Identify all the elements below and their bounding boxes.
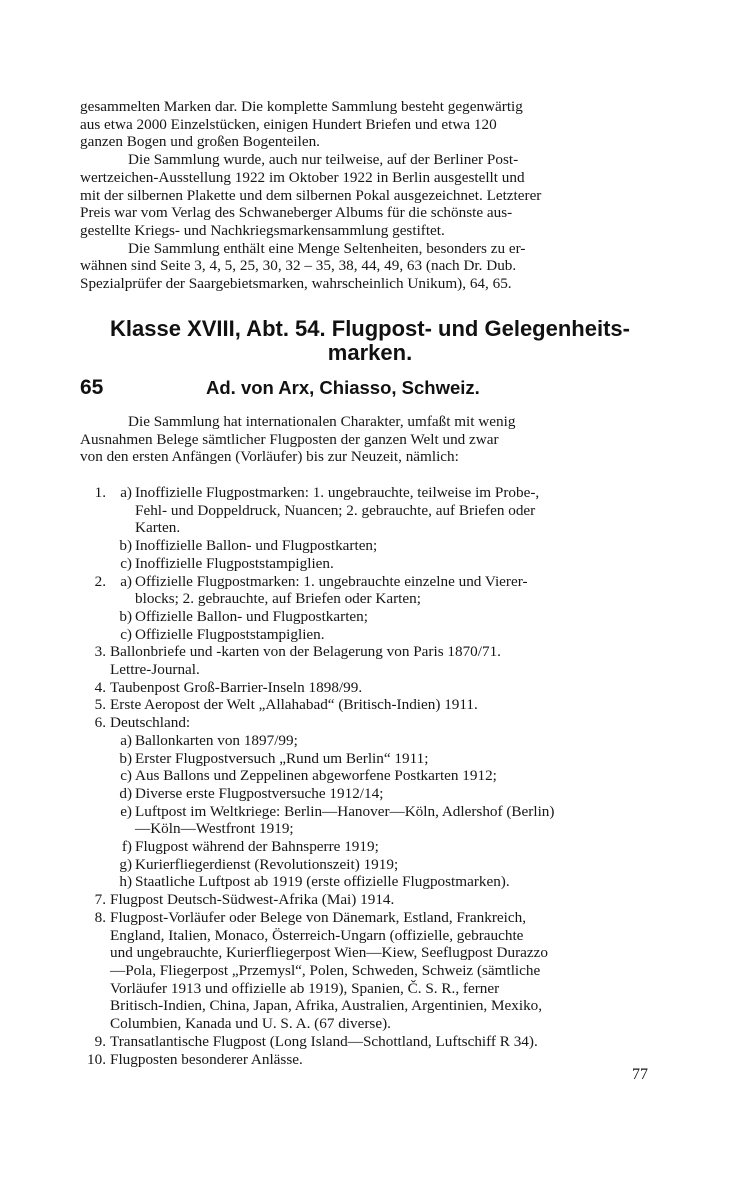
list-item bbox=[80, 891, 658, 909]
text-line: gesammelten Marken dar. Die komplette Sammlung besteht gegenwärtig bbox=[80, 98, 523, 115]
text-line: Britisch-Indien, China, Japan, Afrika, Australien, Argentinien, Mexiko, bbox=[110, 997, 543, 1015]
sub-label: d) bbox=[119, 784, 132, 802]
text-line: Die Sammlung enthält eine Menge Seltenheiten, besonders zu er- bbox=[128, 239, 526, 257]
text-line: von den ersten Anfängen (Vorläufer) bis zur Neuzeit, nämlich: bbox=[80, 448, 459, 466]
text-line: Fehl- und Doppeldruck, Nuancen; 2. gebrauchte, auf Briefen oder bbox=[135, 501, 536, 519]
item-text: Offizielle Ballon- und Flugpostkarten; bbox=[135, 607, 368, 625]
list-subitem bbox=[80, 732, 658, 750]
intro-paragraph-3 bbox=[80, 240, 658, 293]
list-item bbox=[80, 573, 658, 608]
text-line: Offizielle Flugpostmarken: 1. ungebrauchte einzelne und Vierer- bbox=[135, 572, 528, 590]
text-line: Columbien, Kanada und U. S. A. (67 diverse). bbox=[110, 1015, 391, 1033]
item-text: Deutschland: bbox=[110, 714, 191, 732]
text-line: Lettre-Journal. bbox=[110, 661, 200, 679]
item-number: 3. bbox=[94, 643, 106, 661]
list-subitem bbox=[80, 555, 658, 573]
text-line: gestellte Kriegs- und Nachkriegsmarkensammlung gestiftet. bbox=[80, 221, 445, 239]
sub-label: b) bbox=[119, 749, 132, 767]
text-line: Die Sammlung hat internationalen Charakter, umfaßt mit wenig bbox=[128, 413, 516, 430]
sub-label: e) bbox=[120, 802, 132, 820]
sub-label: g) bbox=[119, 855, 132, 873]
text-line: Die Sammlung wurde, auch nur teilweise, auf der Berliner Post- bbox=[128, 151, 519, 169]
item-number: 1. bbox=[94, 484, 106, 501]
intro-paragraph-1 bbox=[80, 98, 658, 151]
sub-label: b) bbox=[119, 607, 132, 625]
sub-label: a) bbox=[120, 572, 132, 590]
list-item bbox=[80, 484, 658, 537]
item-text bbox=[135, 803, 658, 838]
text-line: Ballonbriefe und -karten von der Belagerung von Paris 1870/71. bbox=[110, 643, 501, 661]
text-line: England, Italien, Monaco, Österreich-Ungarn (offizielle, gebrauchte bbox=[110, 926, 524, 944]
text-line: mit der silbernen Plakette und dem silbernen Pokal ausgezeichnet. Letzterer bbox=[80, 186, 542, 204]
item-text bbox=[110, 909, 658, 1033]
section-heading-line-1: Klasse XVIII, Abt. 54. Flugpost- und Gelegenheits- bbox=[110, 316, 630, 341]
list-subitem bbox=[80, 750, 658, 768]
text-line: —Pola, Fliegerpost „Przemysl“, Polen, Schweden, Schweiz (sämtliche bbox=[110, 961, 541, 979]
item-text: Erster Flugpostversuch „Rund um Berlin“ 1911; bbox=[135, 749, 429, 767]
text-line: wähnen sind Seite 3, 4, 5, 25, 30, 32 – 35, 38, 44, 49, 63 (nach Dr. Dub. bbox=[80, 257, 517, 275]
sub-label: c) bbox=[120, 554, 132, 572]
item-text: Inoffizielle Ballon- und Flugpostkarten; bbox=[135, 537, 378, 555]
item-number: 7. bbox=[94, 891, 106, 909]
item-number: 4. bbox=[94, 678, 106, 696]
text-line: —Köln—Westfront 1919; bbox=[135, 820, 294, 838]
text-line: Luftpost im Weltkriege: Berlin—Hanover—Köln, Adlershof (Berlin) bbox=[135, 802, 555, 820]
item-text: Offizielle Flugpoststampiglien. bbox=[135, 625, 325, 643]
item-number: 10. bbox=[87, 1050, 106, 1068]
sub-label: f) bbox=[121, 838, 132, 856]
exhibit-paragraph bbox=[80, 413, 658, 466]
item-number: 2. bbox=[94, 572, 106, 590]
list-subitem bbox=[80, 856, 658, 874]
text-line: Vorläufer 1913 und offizielle ab 1919), Spanien, Č. S. R., ferner bbox=[110, 979, 500, 997]
item-text: Taubenpost Groß-Barrier-Inseln 1898/99. bbox=[110, 678, 363, 696]
text-line: Inoffizielle Flugpostmarken: 1. ungebrauchte, teilweise im Probe-, bbox=[135, 484, 540, 501]
text-line: und ungebrauchte, Kurierfliegerpost Wien—Kiew, Seeflugpost Durazzo bbox=[110, 944, 548, 962]
item-number: 8. bbox=[94, 908, 106, 926]
list-subitem bbox=[80, 803, 658, 838]
text-line: Karten. bbox=[135, 519, 181, 537]
list-subitem bbox=[80, 785, 658, 803]
list-subitem bbox=[80, 873, 658, 891]
item-text bbox=[110, 643, 658, 678]
item-text: Aus Ballons und Zeppelinen abgeworfene Postkarten 1912; bbox=[135, 767, 497, 785]
text-line: Flugpost-Vorläufer oder Belege von Dänemark, Estland, Frankreich, bbox=[110, 908, 526, 926]
exhibit-description bbox=[80, 413, 658, 466]
item-text: Inoffizielle Flugpoststampiglien. bbox=[135, 554, 334, 572]
section-heading-line-2: marken. bbox=[327, 340, 413, 365]
exhibit-name: Ad. von Arx, Chiasso, Schweiz. bbox=[206, 377, 480, 398]
item-text: Erste Aeropost der Welt „Allahabad“ (Britisch-Indien) 1911. bbox=[110, 696, 478, 714]
item-text: Diverse erste Flugpostversuche 1912/14; bbox=[135, 784, 384, 802]
list-subitem bbox=[80, 608, 658, 626]
item-number: 5. bbox=[94, 696, 106, 714]
exhibit-number: 65 bbox=[80, 376, 104, 399]
list-subitem bbox=[80, 767, 658, 785]
item-text bbox=[135, 484, 658, 537]
list-item bbox=[80, 679, 658, 697]
text-line: ganzen Bogen und großen Bogenteilen. bbox=[80, 133, 320, 151]
item-text: Transatlantische Flugpost (Long Island—Schottland, Luftschiff R 34). bbox=[110, 1032, 538, 1050]
sub-label: c) bbox=[120, 767, 132, 785]
collection-list bbox=[80, 484, 658, 1068]
text-line: wertzeichen-Ausstellung 1922 im Oktober 1922 in Berlin ausgestellt und bbox=[80, 168, 525, 186]
text-line: Preis war vom Verlag des Schwaneberger Albums für die schönste aus- bbox=[80, 204, 513, 222]
item-number: 9. bbox=[94, 1032, 106, 1050]
item-text: Flugpost während der Bahnsperre 1919; bbox=[135, 838, 379, 856]
item-number: 6. bbox=[94, 714, 106, 732]
intro-text bbox=[80, 98, 658, 293]
text-line: Ausnahmen Belege sämtlicher Flugposten der ganzen Welt und zwar bbox=[80, 430, 499, 448]
intro-paragraph-2 bbox=[80, 151, 658, 240]
list-item bbox=[80, 696, 658, 714]
text-line: blocks; 2. gebrauchte, auf Briefen oder Karten; bbox=[135, 590, 421, 608]
text-line: aus etwa 2000 Einzelstücken, einigen Hundert Briefen und etwa 120 bbox=[80, 115, 497, 133]
sub-label: a) bbox=[120, 731, 132, 749]
item-text: Flugposten besonderer Anlässe. bbox=[110, 1050, 303, 1068]
list-subitem bbox=[80, 537, 658, 555]
list-item bbox=[80, 714, 658, 732]
sub-label: b) bbox=[119, 537, 132, 555]
list-item bbox=[80, 1051, 658, 1069]
item-text: Kurierfliegerdienst (Revolutionszeit) 1919; bbox=[135, 855, 399, 873]
item-text: Ballonkarten von 1897/99; bbox=[135, 731, 298, 749]
sub-label: a) bbox=[120, 484, 132, 501]
sub-label: h) bbox=[119, 873, 132, 891]
list-subitem bbox=[80, 838, 658, 856]
item-text: Flugpost Deutsch-Südwest-Afrika (Mai) 1914. bbox=[110, 891, 395, 909]
list-item bbox=[80, 643, 658, 678]
item-text bbox=[135, 573, 658, 608]
list-item bbox=[80, 1033, 658, 1051]
section-heading bbox=[60, 317, 680, 365]
text-line: Spezialprüfer der Saargebietsmarken, wahrscheinlich Unikum), 64, 65. bbox=[80, 275, 512, 293]
sub-label: c) bbox=[120, 625, 132, 643]
item-text: Staatliche Luftpost ab 1919 (erste offizielle Flugpostmarken). bbox=[135, 873, 510, 891]
list-item bbox=[80, 909, 658, 1033]
page-number: 77 bbox=[632, 1066, 648, 1083]
list-subitem bbox=[80, 626, 658, 644]
